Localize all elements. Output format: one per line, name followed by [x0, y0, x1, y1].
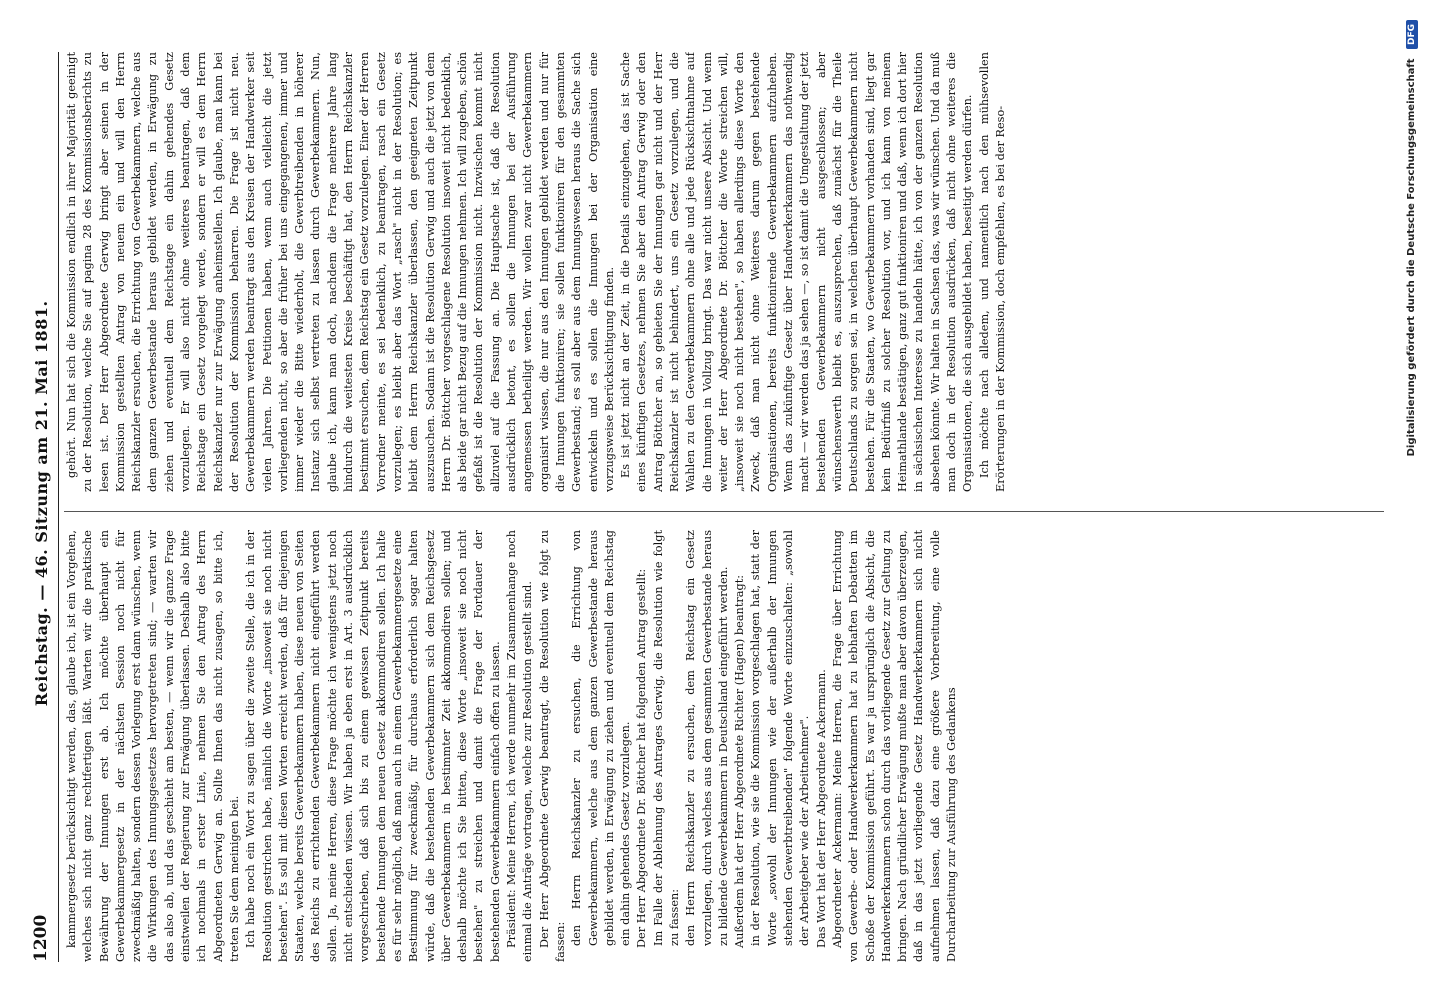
paragraph: gehört. Nun hat sich die Kommission endlich in ihrer Majorität geeinigt zu der Resolution, welche Sie auf pagina 28 des Kommissionsberichts zu lesen ist. Der Herr Abgeordnete Gerwig bringt aber seinen in der Kommission gestellten Antrag von neuem ein und will den Herrn Reichskanzler ersuchen, die Errichtung von Gewerbekammern, welche aus dem ganzen Gewerbestande heraus gebildet werden, in Erwägung zu ziehen und eventuell dem Reichstage ein dahin gehendes Gesetz vorzulegen. Er will also nicht ohne weiteres beantragen, daß dem Reichstage ein Gesetz vorgelegt werde, sondern er will es dem Herrn Reichskanzler nur zur Erwägung anheimstellen. Ich glaube, man kann bei der Resolution der Kommission beharren. Die Frage ist nicht neu. Gewerbekammern werden beantragt aus den Kreisen der Handwerker seit vielen Jahren. Die Petitionen haben, wenn auch vielleicht die jetzt vorliegenden nicht, so aber die früher bei uns eingegangenen, immer und immer wieder die Bitte wiederholt, die Gewerbtreibenden in höherer Instanz sich selbst vertreten zu lassen durch Gewerbekammern. Nun, glaube ich, kann man doch, nachdem die Frage mehrere Jahre lang hindurch die weitesten Kreise beschäftigt hat, den Herrn Reichskanzler bestimmt ersuchen, dem Reichstag ein Gesetz vorzulegen. Einer der Herren Vorredner meinte, es sei bedenklich, zu beantragen, rasch ein Gesetz vorzulegen; es bleibt aber das Wort „rasch" nicht in der Resolution; es bleibt dem Herrn Reichskanzler überlassen, den geeigneten Zeitpunkt auszusuchen. Sodann ist die Resolution Gerwig und auch die jetzt von dem Herrn Dr. Böttcher vorgeschlagene Resolution insoweit nicht bedenklich, als beide gar nicht Bezug auf die Innungen nehmen. Ich will zugeben, schön gefaßt ist die Resolution der Kommission nicht. Inzwischen kommt nicht allzuviel auf die Fassung an. Die Hauptsache ist, daß die Resolution ausdrücklich betont, es sollen die Innungen bei der Ausführung angemessen betheiligt werden. Wir wollen zwar nicht Gewerbekammern organisirt wissen, die nur aus den Innungen gebildet werden und nur für die Innungen funktioniren; sie sollen funktioniren für den gesammten Gewerbestand; es soll aber aus dem Innungswesen heraus die Sache sich entwickeln und es sollen die Innungen bei der Organisation eine vorzugsweise Berücksichtigung finden. [65, 52, 616, 492]
paragraph: Ich habe noch ein Wort zu sagen über die zweite Stelle, die ich in der Resolution gestrichen habe, nämlich die Worte „insoweit sie noch nicht bestehen". Es soll mit diesen Worten erreicht werden, daß für diejenigen Staaten, welche bereits Gewerbekammern haben, diese neuen von Seiten des Reichs zu errichtenden Gewerbekammern nicht eingeführt werden sollen. Ja, meine Herren, diese Frage möchte ich wenigstens jetzt noch nicht entschieden wissen. Wir haben ja eben erst in Art. 3 ausdrücklich vorgeschrieben, daß sich bis zu einem gewissen Zeitpunkt bereits bestehende Innungen dem neuen Gesetz akkommodiren sollen. Ich halte es für sehr möglich, daß man auch in einem Gewerbekammergesetze eine Bestimmung für zweckmäßig, für durchaus erforderlich sogar halten würde, daß die bestehenden Gewerbekammern sich dem Reichsgesetz über Gewerbekammern in bestimmter Zeit akkommodiren sollen; und deshalb möchte ich Sie bitten, diese Worte „insoweit sie noch nicht bestehen" zu streichen und damit die Frage der Fortdauer der bestehenden Gewerbekammern einfach offen zu lassen. [244, 530, 502, 962]
paragraph: Außerdem hat der Herr Abgeordnete Richter (Hagen) beantragt: [733, 574, 747, 948]
paragraph: Der Herr Abgeordnete Dr. Böttcher hat folgenden Antrag gestellt: [635, 568, 649, 948]
left-text-column [64, 530, 1384, 962]
column-divider [64, 511, 1384, 512]
running-title: Reichstag. — 46. Sitzung am 21. Mai 1881. [31, 300, 51, 707]
quoted-motion: den Herrn Reichskanzler zu ersuchen, dem Reichstag ein Gesetz vorzulegen, durch welches aus dem gesammten Gewerbestande heraus zu bildende Gewerbekammern in Deutschland eingeführt werden. [684, 530, 730, 946]
paragraph: Es ist jetzt nicht an der Zeit, in die Details einzugehen, das ist Sache eines künftigen Gesetzes, nehmen Sie aber den Antrag Gerwig oder den Antrag Böttcher an, so gebieten Sie der Innungen gar nicht und der Herr Reichskanzler ist nicht behindert, uns ein Gesetz vorzulegen, und die Wahlen zu den Gewerbekammern ohne alle und jede Rücksichtnahme auf die Innungen in Vollzug bringt. Das war nicht unsere Absicht. Und wenn weiter der Herr Abgeordnete Dr. Böttcher die Worte streichen will, „insoweit sie noch nicht bestehen", so haben allerdings diese Worte den Zweck, daß man nicht ohne Weiteres darum gegen bestehende Organisationen, bereits funktionirende Gewerbekammern aufzuheben. Wenn das zukünftige Gesetz über Handwerkerkammern das nothwendig macht — wir werden das ja sehen —, so ist damit die Umgestaltung der jetzt bestehenden Gewerbekammern nicht ausgeschlossen; aber wünschenswerth bleibt es, auszusprechen, daß zunächst für die Theile Deutschlands zu sorgen sei, in welchen überhaupt Gewerbekammern nicht bestehen. Für die Staaten, wo Gewerbekammern vorhanden sind, liegt gar kein Bedürfniß zu solcher Resolution vor, und ich kann von meinem Heimathlande bestätigen, ganz gut funktioniren und daß, wenn ich dort hier in sächsischen Interesse zu handeln hätte, ich von der ganzen Resolution absehen könnte. Wir halten in Sachsen das, was wir wünschen. Und da muß man doch in der Resolution ausdrücken, daß nicht ohne weiteres die Organisationen, die sich ausgebildet haben, beseitigt werden dürfen. [619, 52, 975, 492]
dfg-logo: DFG [1406, 20, 1418, 49]
quoted-motion: Im Falle der Ablehnung des Antrages Gerwig, die Resolution wie folgt zu fassen: [651, 530, 681, 946]
quoted-motion: in der Resolution, wie sie die Kommission vorgeschlagen hat, statt der Worte „sowohl der Innungen wie der außerhalb der Innungen stehenden Gewerbtreibenden" folgende Worte einzuschalten: „sowohl der Arbeitgeber wie der Arbeitnehmer". [749, 530, 812, 946]
quoted-motion: den Herrn Reichskanzler zu ersuchen, die Errichtung von Gewerbekammern, welche aus dem ganzen Gewerbestande heraus gebildet werden, in Erwägung zu ziehen und eventuell dem Reichstag ein dahin gehendes Gesetz vorzulegen. [570, 530, 633, 946]
paragraph: Abgeordneter Ackermann: Meine Herren, die Frage über Errichtung von Gewerbe- oder Handwerkerkammern hat zu lebhaften Debatten im Schoße der Kommission geführt. Es war ja ursprünglich die Absicht, die Handwerkerkammern schon durch das vorliegende Gesetz zur Geltung zu bringen. Nach gründlicher Erwägung mußte man aber davon überzeugen, daß in das jetzt vorliegende Gesetz Handwerkerkammern sich nicht aufnehmen lassen, daß dazu eine größere Vorbereitung, eine volle Durcharbeitung zur Ausführung des Gedankens [830, 530, 959, 962]
page-number: 1200 [31, 914, 51, 962]
paragraph: kammergesetz berücksichtigt werden, das, glaube ich, ist ein Vorgehen, welches sich nicht ganz rechtfertigen läßt. Warten wir die praktische Bewährung der Innungen erst ab. Ich möchte überhaupt ein Gewerbekammergesetz in der nächsten Session noch nicht für zweckmäßig halten, sondern dessen Vorlegung erst dann wünschen, wenn die Wirkungen des Innungsgesetzes hervorgetreten sind; — warten wir das also ab, und das geschieht am besten, — wenn wir die ganze Frage einstweilen der Regierung zur Erwägung überlassen. Deshalb also bitte ich nochmals in erster Linie, nehmen Sie den Antrag des Herrn Abgeordneten Gerwig an. Sollte Ihnen das nicht zusagen, so bitte ich, treten Sie dem meinigen bei. [65, 530, 241, 962]
credit-text: Digitalisierung gefördert durch die Deutsche Forschungsgemeinschaft [1406, 58, 1417, 457]
page-header [24, 52, 59, 962]
right-text-column [64, 52, 1384, 492]
digitization-credit [1406, 0, 1418, 1000]
paragraph: Das Wort hat der Herr Abgeordnete Ackermann. [814, 669, 828, 948]
paragraph: Der Herr Abgeordnete Gerwig beantragt, die Resolution wie folgt zu fassen: [537, 530, 567, 962]
paragraph: Präsident: Meine Herren, ich werde nunmehr im Zusammenhange noch einmal die Anträge vortragen, welche zur Resolution gestellt sind. [505, 530, 535, 962]
paragraph: Ich möchte nach alledem, und namentlich nach den mühsevollen Erörterungen in der Kommission, doch empfehlen, es bei der Reso- [977, 52, 1007, 492]
